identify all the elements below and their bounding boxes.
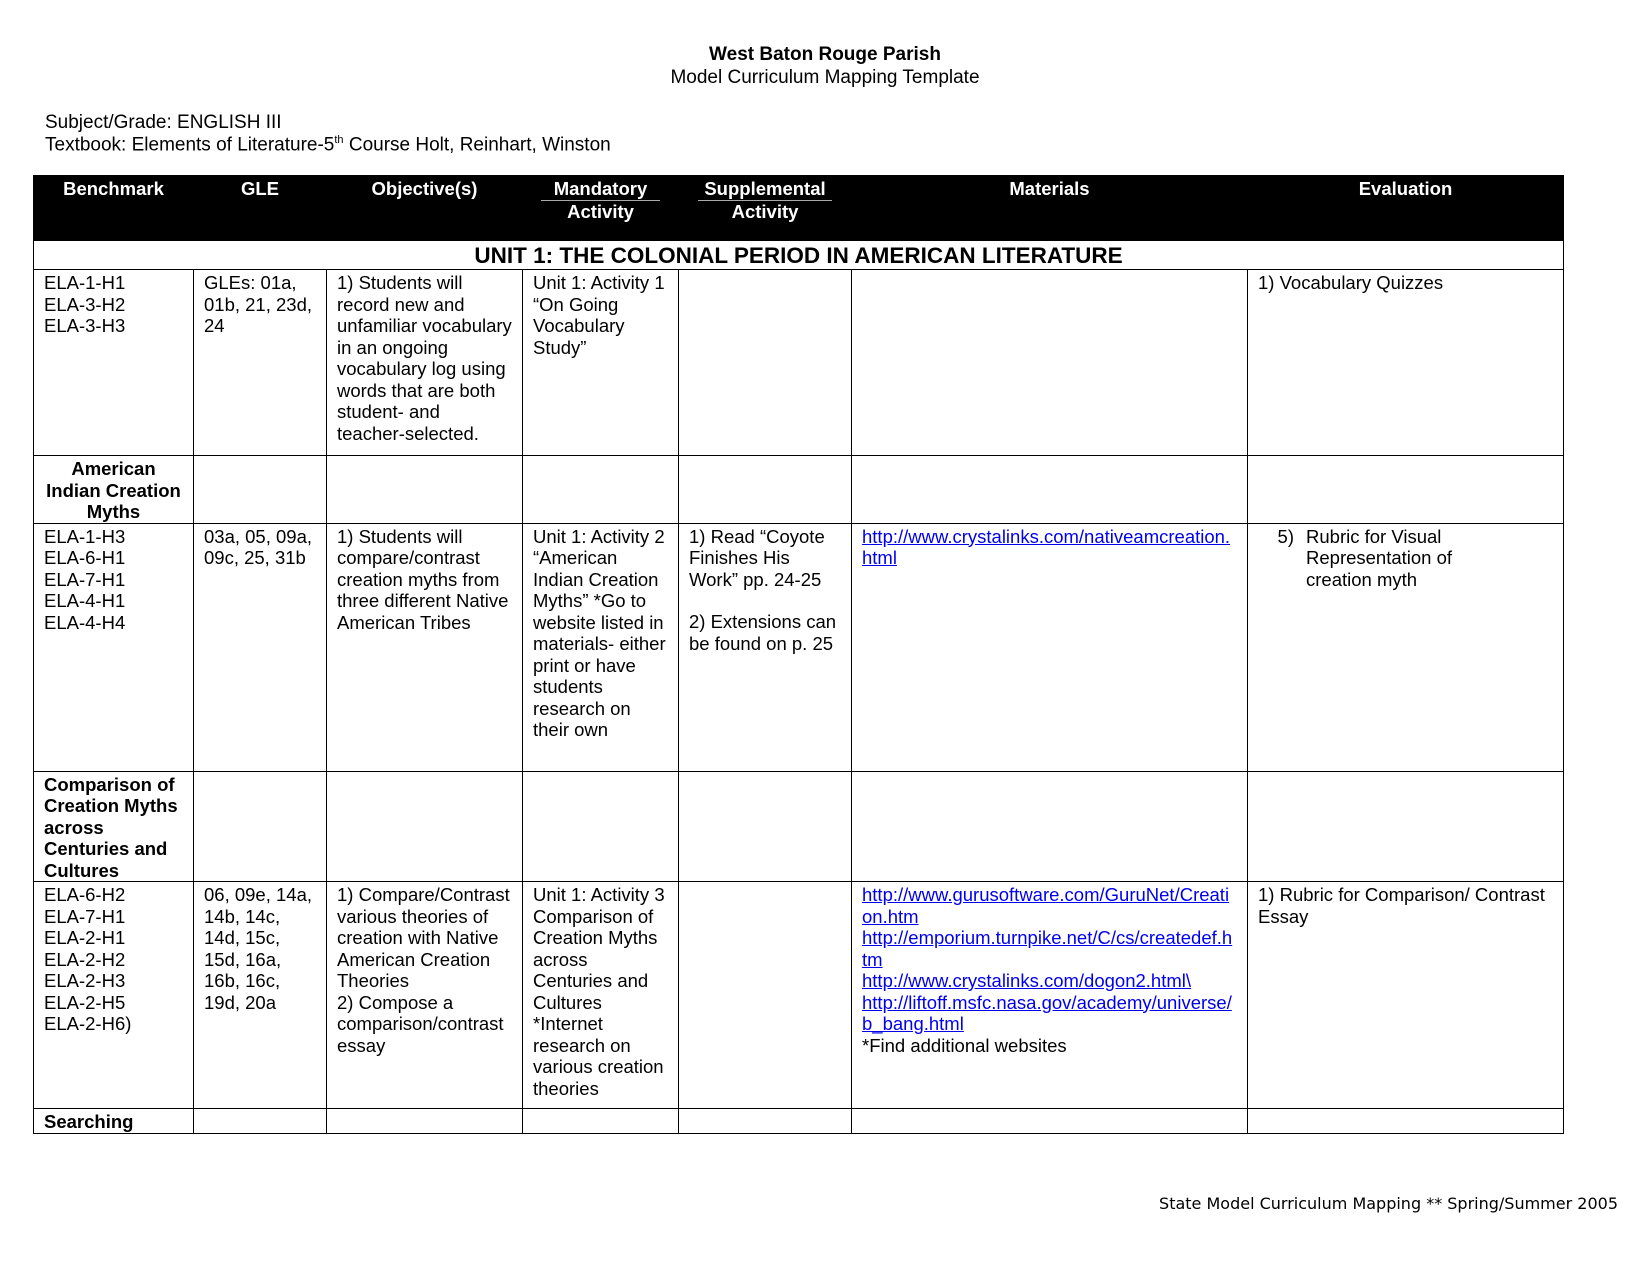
benchmark-code: ELA-2-H6) [44,1013,132,1034]
section-heading: Searching [34,1109,194,1134]
textbook-prefix: Textbook: Elements of Literature-5 [45,134,335,156]
materials-note: *Find additional websites [862,1034,1067,1056]
benchmark-code: ELA-1-H1 [44,272,126,293]
empty-cell [194,456,327,524]
benchmark-code: ELA-1-H3 [44,525,126,547]
mandatory-cell: Unit 1: Activity 2 “American Indian Creation Myths” *Go to website listed in materials- either print or have students research on their own [523,523,679,771]
benchmark-code: ELA-3-H2 [44,293,126,315]
benchmark-code: ELA-2-H1 [44,927,126,948]
empty-cell [679,1109,852,1134]
empty-cell [679,771,852,882]
table-row [34,270,1564,456]
objectives-cell [327,882,523,1109]
supplemental-item: 2) Extensions can be found on p. 25 [689,611,837,654]
table-row [34,523,1564,771]
empty-cell [852,1109,1248,1134]
gle-cell: GLEs: 01a, 01b, 21, 23d, 24 [194,270,327,456]
empty-cell [194,771,327,882]
empty-cell [327,771,523,882]
evaluation-cell [1248,523,1564,771]
table-row [34,882,1564,1109]
empty-cell [852,771,1248,882]
section-heading: Comparison of Creation Myths across Centuries and Cultures [34,771,194,882]
empty-cell [194,1109,327,1134]
benchmark-cell [34,523,194,771]
empty-cell [327,456,523,524]
objectives-cell: 1) Students will compare/contrast creation myths from three different Native American Tribes [327,523,523,771]
materials-cell [852,270,1248,456]
benchmark-cell [34,882,194,1109]
gle-cell: 03a, 05, 09a, 09c, 25, 31b [194,523,327,771]
benchmark-code: ELA-2-H3 [44,970,126,991]
unit-title: UNIT 1: THE COLONIAL PERIOD IN AMERICAN LITERATURE [34,241,1564,270]
materials-link[interactable]: http://www.crystalinks.com/nativeamcreation.html [862,525,1231,568]
empty-cell [1248,771,1564,882]
evaluation-text: Rubric for Visual Representation of creation myth [1306,525,1453,590]
benchmark-code: ELA-4-H4 [44,611,126,633]
benchmark-cell [34,270,194,456]
materials-link[interactable]: http://www.gurusoftware.com/GuruNet/Creation.htm [862,884,1230,927]
evaluation-number: 5) [1277,525,1294,547]
section-row [34,1109,1564,1134]
textbook-superscript: th [334,134,344,146]
textbook-line [45,134,611,156]
empty-cell [327,1109,523,1134]
materials-link[interactable]: http://emporium.turnpike.net/C/cs/createdef.htm [862,927,1233,970]
col-supplemental-activity [679,176,852,241]
col-materials: Materials [852,176,1248,241]
evaluation-cell: 1) Rubric for Comparison/ Contrast Essay [1248,882,1564,1109]
empty-cell [1248,456,1564,524]
col-evaluation: Evaluation [1248,176,1564,241]
benchmark-code: ELA-4-H1 [44,590,126,611]
curriculum-map-table [33,175,1564,1134]
materials-link[interactable]: http://www.crystalinks.com/dogon2.html\ [862,970,1192,991]
col-mandatory-line1: Mandatory [541,178,660,201]
materials-link[interactable]: http://liftoff.msfc.nasa.gov/academy/universe/b_bang.html [862,991,1232,1034]
col-supplemental-line1: Supplemental [698,178,832,201]
empty-cell [679,456,852,524]
empty-cell [1248,1109,1564,1134]
section-row [34,771,1564,882]
benchmark-code: ELA-7-H1 [44,568,126,590]
empty-cell [852,456,1248,524]
objectives-cell: 1) Students will record new and unfamiliar vocabulary in an ongoing vocabulary log using words that are both student- and teacher-selected. [327,270,523,456]
empty-cell [523,456,679,524]
col-mandatory-line2: Activity [567,200,634,222]
benchmark-code: ELA-6-H1 [44,547,126,568]
page-footer: State Model Curriculum Mapping ** Spring/Summer 2005 [1159,1194,1618,1213]
materials-cell [852,523,1248,771]
col-mandatory-activity [523,176,679,241]
document-title: West Baton Rouge Parish [709,44,941,65]
benchmark-code: ELA-2-H5 [44,991,126,1013]
benchmark-code: ELA-7-H1 [44,905,126,927]
header-row [34,176,1564,241]
document-subtitle: Model Curriculum Mapping Template [670,67,980,88]
objective-item: 1) Compare/Contrast various theories of creation with Native American Creation Theories [337,884,510,991]
benchmark-code: ELA-2-H2 [44,948,126,970]
supplemental-cell [679,270,852,456]
gle-cell: 06, 09e, 14a, 14b, 14c, 14d, 15c, 15d, 16a, 16b, 16c, 19d, 20a [194,882,327,1109]
col-objectives: Objective(s) [327,176,523,241]
benchmark-code: ELA-6-H2 [44,884,126,905]
col-benchmark: Benchmark [34,176,194,241]
evaluation-cell: 1) Vocabulary Quizzes [1248,270,1564,456]
section-row [34,456,1564,524]
supplemental-item: 1) Read “Coyote Finishes His Work” pp. 24-25 [689,525,825,590]
col-gle: GLE [194,176,327,241]
empty-cell [523,771,679,882]
objective-item: 2) Compose a comparison/contrast essay [337,991,504,1056]
mandatory-cell: Unit 1: Activity 1 “On Going Vocabulary Study” [523,270,679,456]
mandatory-cell: Unit 1: Activity 3 Comparison of Creation Myths across Centuries and Cultures *Internet research on various creation theories [523,882,679,1109]
benchmark-code: ELA-3-H3 [44,315,126,336]
unit-row [34,241,1564,270]
col-supplemental-line2: Activity [731,200,799,222]
supplemental-cell [679,882,852,1109]
section-heading: American Indian Creation Myths [34,456,194,524]
subject-grade: Subject/Grade: ENGLISH III [45,112,282,133]
empty-cell [523,1109,679,1134]
supplemental-cell [679,523,852,771]
textbook-suffix: Course Holt, Reinhart, Winston [343,134,611,156]
materials-cell [852,882,1248,1109]
